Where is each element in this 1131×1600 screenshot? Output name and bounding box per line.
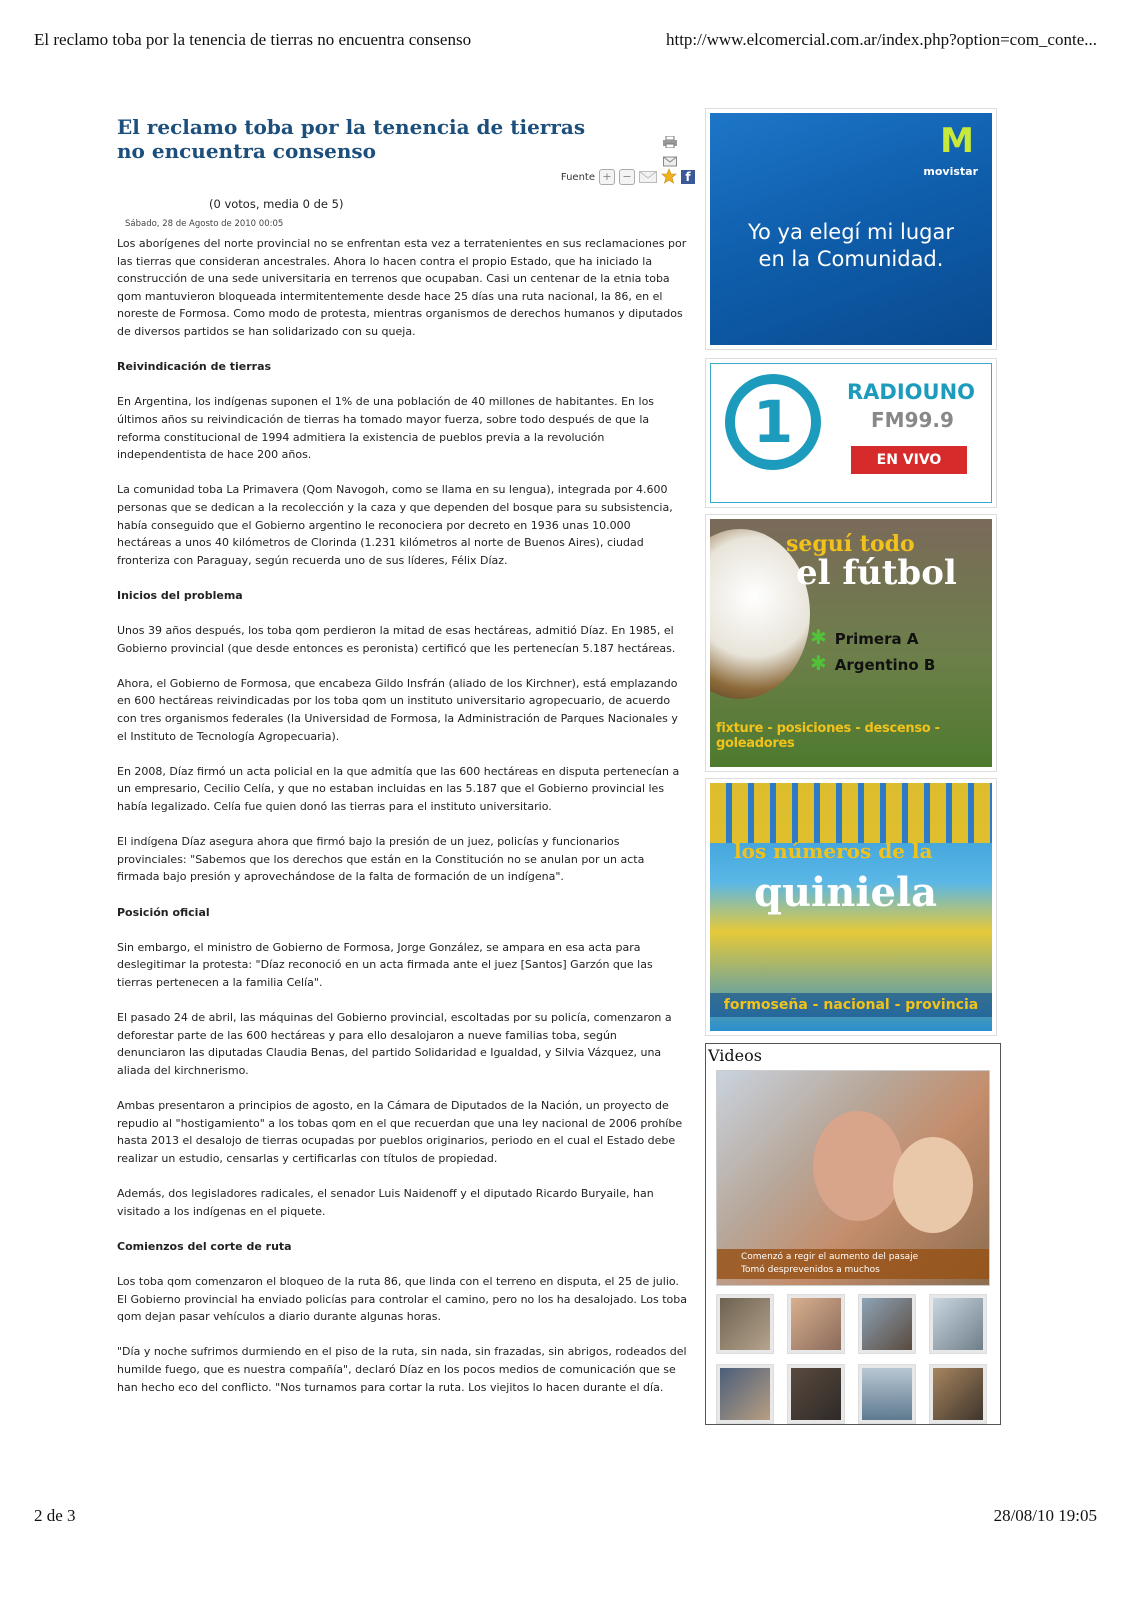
article-paragraph: Ambas presentaron a principios de agosto, en la Cámara de Diputados de la Nación, un proyecto de repudio al "hostigamiento" a los tobas qom en el que recuerdan que una ley nacional de 2006 prohíbe hasta 2013 el desalojo de tierras ocupadas por pueblos originarios, periodo en el cual el Estado debe realizar un estudio, censarlas y certificarlas con títulos de propiedad.: [117, 1099, 683, 1165]
article-title[interactable]: El reclamo toba por la tenencia de tierras no encuentra consenso: [117, 115, 586, 163]
email-icon[interactable]: [663, 152, 677, 164]
video-thumbnail[interactable]: [787, 1364, 845, 1424]
quiniela-headline-2: quiniela: [754, 869, 938, 916]
font-decrease-icon[interactable]: −: [619, 169, 635, 185]
futbol-item-label: Primera A: [834, 630, 919, 648]
article-paragraph: Los aborígenes del norte provincial no se enfrentan esta vez a terratenientes en sus reclamaciones por las tierras que consideran ancestrales. Ahora lo hacen contra el propio Estado, que ha iniciado la construcción de una sede universitaria en terrenos que ocupaban. Casi un centenar de la etnia toba qom mantuvieron bloqueada intermitentemente desde hace 25 días una ruta nacional, la 86, en el noreste de Formosa. Como modo de protesta, mientras organismos de derechos humanos y diputados de diversos partidos se han solidarizado con su queja.: [117, 237, 687, 338]
asterisk-icon: ✱: [810, 651, 827, 675]
movistar-slogan-line2: en la Comunidad.: [758, 247, 944, 271]
futbol-headline-2: el fútbol: [796, 553, 957, 593]
asterisk-icon: ✱: [810, 625, 827, 649]
article: [117, 115, 695, 1394]
quiniela-headline-1: los números de la: [734, 839, 933, 863]
radio-live-button[interactable]: EN VIVO: [851, 446, 967, 474]
ad-movistar[interactable]: [705, 108, 997, 350]
rating-votes: (0 votos, media 0 de 5): [209, 197, 344, 211]
video-person-woman: [813, 1111, 903, 1221]
futbol-footer: fixture - posiciones - descenso - goleadores: [716, 721, 940, 751]
article-paragraph: El indígena Díaz asegura ahora que firmó bajo la presión de un juez, policías y funcionarios provinciales: "Sabemos que los derechos que están en la Constitución no se anulan por un acta firmada bajo presión y aprovechándose de la falta de formación de un indígena".: [117, 835, 645, 884]
source-label: Fuente: [560, 171, 595, 183]
movistar-slogan-line1: Yo ya elegí mi lugar: [748, 220, 954, 244]
article-paragraph: El pasado 24 de abril, las máquinas del Gobierno provincial, escoltadas por su policía, comenzaron a deforestar parte de las 600 hectáreas y para ello desalojaron a nueve familias toba, según denunciaron las diputadas Claudia Benas, del partido Solidaridad e Igualdad, y Silvia Vázquez, una aliada del kirchnerismo.: [117, 1011, 672, 1077]
video-thumbnail[interactable]: [716, 1364, 774, 1424]
share-email-icon[interactable]: [639, 171, 657, 183]
videos-widget: [705, 1043, 1001, 1425]
article-paragraph: Ahora, el Gobierno de Formosa, que encabeza Gildo Insfrán (aliado de los Kirchner), está emplazando en 600 hectáreas reivindicadas por los toba qom un instituto universitario agropecuario, de acuerdo con tres organismos federales (la Universidad de Formosa, la Administración de Parques Nacionales y el Instituto de Tecnología Agropecuaria).: [117, 676, 678, 743]
futbol-item-label: Argentino B: [834, 656, 936, 674]
quiniela-footer: formoseña - nacional - provincia: [710, 993, 992, 1017]
video-thumbnail[interactable]: [858, 1294, 916, 1354]
article-paragraph: Unos 39 años después, los toba qom perdieron la mitad de esas hectáreas, admitió Díaz. En 1985, el Gobierno provincial (que desde entonces es peronista) certificó que les pertenecían 5.187 hectáreas.: [117, 624, 676, 655]
radiouno-logo-digit: 1: [752, 388, 794, 456]
article-paragraph: Sin embargo, el ministro de Gobierno de Formosa, Jorge González, se ampara en esa acta para deslegitimar la protesta: "Díaz reconoció en un acta firmada ante el juez [Santos] Garzón que las tierras pertenecen a la familia Celía".: [117, 940, 653, 989]
radio-frequency: FM99.9: [871, 408, 954, 432]
ad-radiouno[interactable]: [705, 358, 997, 508]
print-datetime: 28/08/10 19:05: [993, 1506, 1097, 1525]
video-thumbnail[interactable]: [787, 1294, 845, 1354]
radio-name: RADIOUNO: [847, 380, 975, 404]
ad-quiniela[interactable]: [705, 778, 997, 1036]
article-paragraph: La comunidad toba La Primavera (Qom Navogoh, como se llama en su lengua), integrada por 4.600 personas que se dedican a la recolección y la caza y que dependen del bosque para su subsistencia, había conseguido que el Gobierno argentino le reconociera por decreto en 1936 unas 10.000 hectáreas a unos 40 kilómetros de Clorinda (1.231 kilómetros al norte de Buenos Aires), ciudad fronteriza con Paraguay, según recuerda uno de sus líderes, Félix Díaz.: [117, 483, 673, 567]
print-icon[interactable]: [663, 133, 677, 145]
section-heading: Comienzos del corte de ruta: [117, 1239, 292, 1253]
movistar-brand: movistar: [923, 165, 978, 178]
video-thumbnail[interactable]: [858, 1364, 916, 1424]
article-paragraph: "Día y noche sufrimos durmiendo en el piso de la ruta, sin nada, sin frazadas, sin abrigos, rodeados del humilde fuego, que es nuestra compañía", declaró Díaz en los pocos medios de comunicación que se han hecho eco del conflicto. "Nos turnamos para cortar la ruta. Los viejitos lo hacen durante el día.: [117, 1345, 687, 1394]
article-paragraph: Además, dos legisladores radicales, el senador Luis Naidenoff y el diputado Ricardo Buryaile, han visitado a los indígenas en el piquete.: [117, 1187, 654, 1218]
videos-heading: Videos: [708, 1046, 762, 1065]
futbol-item-primera: [810, 625, 918, 649]
section-heading: Reivindicación de tierras: [117, 360, 272, 374]
video-caption-line1: Comenzó a regir el aumento del pasaje: [741, 1252, 919, 1262]
section-heading: Inicios del problema: [117, 588, 243, 602]
video-person-child: [893, 1137, 973, 1233]
facebook-icon[interactable]: f: [681, 170, 695, 184]
ad-futbol[interactable]: [705, 514, 997, 772]
article-paragraph: En Argentina, los indígenas suponen el 1% de una población de 40 millones de habitantes. En los últimos años su reivindicación de tierras ha tomado mayor fuerza, sobre todo después de que la reforma constitucional de 1994 admitiera la existencia de pueblos previa a la revolución independentista de hace 200 años.: [117, 395, 655, 462]
movistar-slogan: [710, 219, 992, 273]
article-paragraph: Los toba qom comenzaron el bloqueo de la ruta 86, que linda con el terreno en disputa, el 25 de julio. El Gobierno provincial ha enviado policías para controlar el camino, pero no los ha desalojado. Los toba qom dejan pasar vehículos a diario durante algunas horas.: [117, 1275, 687, 1324]
video-caption-line2: Tomó desprevenidos a muchos: [741, 1265, 880, 1275]
section-heading: Posición oficial: [117, 905, 210, 919]
page-number: 2 de 3: [34, 1506, 76, 1525]
print-header-url: http://www.elcomercial.com.ar/index.php?option=com_conte...: [665, 30, 1097, 49]
abacus-beads-icon: [710, 783, 992, 843]
favorite-star-icon[interactable]: [661, 168, 677, 187]
article-tools: [561, 167, 695, 187]
video-main-player[interactable]: [716, 1070, 990, 1286]
video-thumbnail[interactable]: [929, 1364, 987, 1424]
article-paragraph: En 2008, Díaz firmó un acta policial en la que admitía que las 600 hectáreas en disputa pertenecían a un empresario, Cecilio Celía, y que no estaban incluidas en las 5.187 que el Gobierno provincial les había legalizado. Celía fue quien donó las tierras para el instituto universitario.: [117, 764, 680, 813]
article-date: Sábado, 28 de Agosto de 2010 00:05: [125, 219, 284, 229]
article-body: [117, 235, 687, 1414]
print-header: [34, 30, 1097, 56]
movistar-logo-icon: M: [940, 121, 974, 161]
video-thumbnail[interactable]: [929, 1294, 987, 1354]
video-caption: [717, 1249, 989, 1279]
video-thumbnail[interactable]: [716, 1294, 774, 1354]
futbol-headline-1: seguí todo: [786, 531, 915, 557]
print-footer: [34, 1506, 1097, 1530]
font-increase-icon[interactable]: +: [599, 169, 615, 185]
print-header-title: El reclamo toba por la tenencia de tierras no encuentra consenso: [34, 30, 472, 49]
futbol-item-argentino: [810, 651, 935, 675]
article-title-icons: [657, 133, 695, 171]
